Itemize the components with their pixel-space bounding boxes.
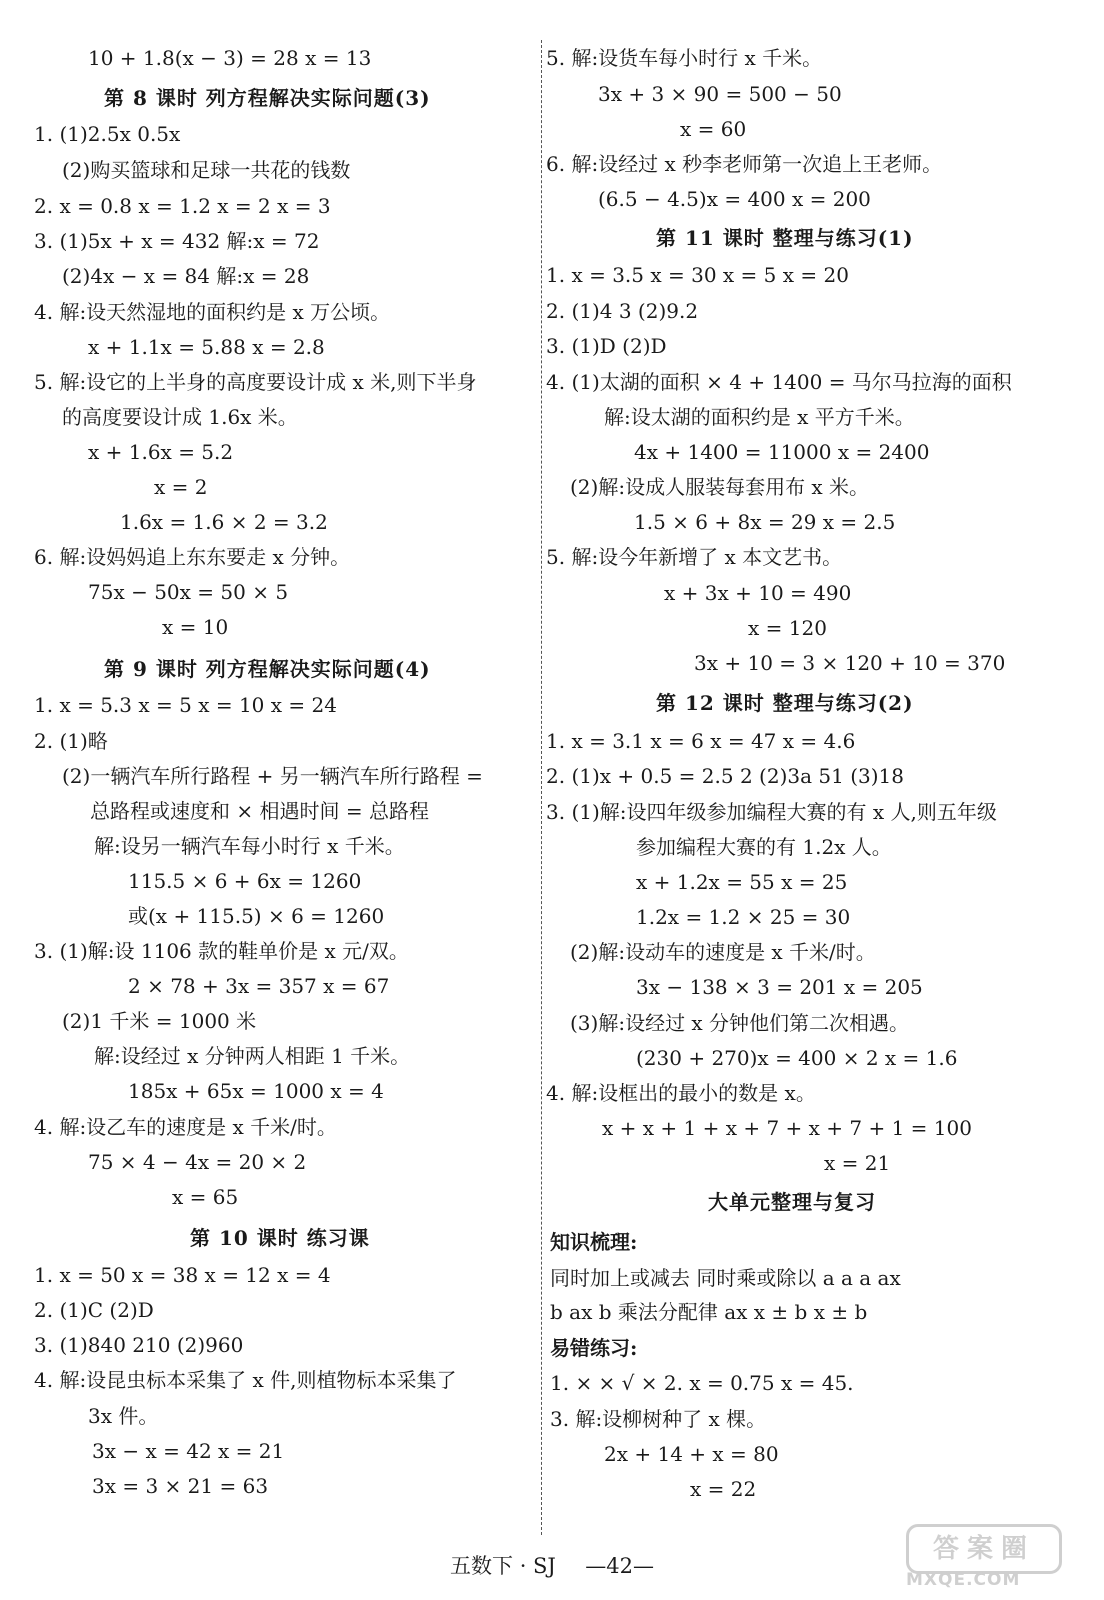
answer-line: 3. 解:设柳树种了 x 棵。 — [550, 1407, 767, 1431]
answer-line: x = 10 — [162, 615, 229, 639]
answer-line: 6. 解:设妈妈追上东东要走 x 分钟。 — [34, 545, 351, 569]
column-divider — [541, 40, 542, 1535]
answer-line: 2. (1)4 3 (2)9.2 — [546, 299, 699, 323]
answer-line: 1. x = 3.5 x = 30 x = 5 x = 20 — [546, 263, 849, 287]
answer-line: 总路程或速度和 × 相遇时间 = 总路程 — [90, 799, 429, 823]
answer-line: 3. (1)解:设四年级参加编程大赛的有 x 人,则五年级 — [546, 800, 997, 824]
answer-line: x = 21 — [824, 1151, 891, 1175]
answer-line: x = 22 — [690, 1477, 757, 1501]
answer-line: (2)一辆汽车所行路程 + 另一辆汽车所行路程 = — [62, 764, 483, 788]
answer-line: 2. (1)略 — [34, 729, 108, 753]
answer-line: 1. x = 5.3 x = 5 x = 10 x = 24 — [34, 693, 337, 717]
watermark-logo — [906, 1524, 1086, 1590]
answer-line: 或(x + 115.5) × 6 = 1260 — [128, 904, 385, 928]
answer-line: 4. 解:设昆虫标本采集了 x 件,则植物标本采集了 — [34, 1368, 457, 1392]
section-heading: 第 11 课时 整理与练习(1) — [656, 226, 914, 250]
section-heading: 第 9 课时 列方程解决实际问题(4) — [104, 657, 431, 681]
answer-line: 4. (1)太湖的面积 × 4 + 1400 = 马尔马拉海的面积 — [546, 370, 1012, 394]
answer-line: x + 1.1x = 5.88 x = 2.8 — [88, 335, 325, 359]
answer-line: 4. 解:设乙车的速度是 x 千米/时。 — [34, 1115, 337, 1139]
section-heading: 第 8 课时 列方程解决实际问题(3) — [104, 86, 431, 110]
answer-line: 解:设另一辆汽车每小时行 x 千米。 — [94, 834, 405, 858]
answer-line: 1.6x = 1.6 × 2 = 3.2 — [120, 510, 328, 534]
answer-line: 1.5 × 6 + 8x = 29 x = 2.5 — [634, 510, 896, 534]
answer-line: 5. 解:设今年新增了 x 本文艺书。 — [546, 545, 843, 569]
answer-line: x = 65 — [172, 1185, 239, 1209]
answer-line: x + 3x + 10 = 490 — [664, 581, 852, 605]
book-label: 五数下 · SJ — [450, 1554, 556, 1578]
answer-line: x + 1.2x = 55 x = 25 — [636, 870, 848, 894]
answer-line: 4. 解:设天然湿地的面积约是 x 万公顷。 — [34, 300, 391, 324]
answer-line: 6. 解:设经过 x 秒李老师第一次追上王老师。 — [546, 152, 943, 176]
answer-line: 2x + 14 + x = 80 — [604, 1442, 779, 1466]
answer-line: x + 1.6x = 5.2 — [88, 440, 234, 464]
answer-line: 参加编程大赛的有 1.2x 人。 — [636, 835, 892, 859]
answer-line: 解:设太湖的面积约是 x 平方千米。 — [604, 405, 915, 429]
answer-line: 4. 解:设框出的最小的数是 x。 — [546, 1081, 816, 1105]
answer-line: 3x = 3 × 21 = 63 — [92, 1474, 269, 1498]
answer-line: 5. 解:设货车每小时行 x 千米。 — [546, 46, 823, 70]
answer-line: x = 60 — [680, 117, 747, 141]
answer-line: (2)解:设成人服装每套用布 x 米。 — [570, 475, 870, 499]
answer-line: 3x + 3 × 90 = 500 − 50 — [598, 82, 842, 106]
answer-line: (3)解:设经过 x 分钟他们第二次相遇。 — [570, 1011, 910, 1035]
answer-line: 的高度要设计成 1.6x 米。 — [62, 405, 298, 429]
answer-line: 2 × 78 + 3x = 357 x = 67 — [128, 974, 390, 998]
answer-line: 2. (1)x + 0.5 = 2.5 2 (2)3a 51 (3)18 — [546, 764, 904, 788]
answer-line: 185x + 65x = 1000 x = 4 — [128, 1079, 384, 1103]
answer-line: 3. (1)D (2)D — [546, 334, 667, 358]
answer-line: 2. (1)C (2)D — [34, 1298, 154, 1322]
answer-line: 10 + 1.8(x − 3) = 28 x = 13 — [88, 46, 372, 70]
answer-line: (2)4x − x = 84 解:x = 28 — [62, 264, 310, 288]
answer-line: (2)购买篮球和足球一共花的钱数 — [62, 158, 351, 182]
section-heading: 第 10 课时 练习课 — [190, 1226, 370, 1250]
answer-line: 3x − 138 × 3 = 201 x = 205 — [636, 975, 923, 999]
watermark-url: MXQE.COM — [906, 1570, 1021, 1590]
page-number: —42— — [585, 1554, 654, 1578]
answer-line: 3x − x = 42 x = 21 — [92, 1439, 285, 1463]
answer-line: 115.5 × 6 + 6x = 1260 — [128, 869, 362, 893]
answer-line: (2)1 千米 = 1000 米 — [62, 1009, 257, 1033]
answer-line: 3. (1)5x + x = 432 解:x = 72 — [34, 229, 320, 253]
answer-line: 5. 解:设它的上半身的高度要设计成 x 米,则下半身 — [34, 370, 477, 394]
answer-line: 2. x = 0.8 x = 1.2 x = 2 x = 3 — [34, 194, 331, 218]
subsection-heading: 知识梳理: — [550, 1230, 638, 1254]
section-heading: 大单元整理与复习 — [708, 1190, 876, 1214]
answer-line: 1. x = 3.1 x = 6 x = 47 x = 4.6 — [546, 729, 856, 753]
answer-line: b ax b 乘法分配律 ax x ± b x ± b — [550, 1300, 868, 1324]
watermark-badge: 答案圈 — [906, 1524, 1062, 1574]
subsection-heading: 易错练习: — [550, 1336, 638, 1360]
answer-line: 4x + 1400 = 11000 x = 2400 — [634, 440, 930, 464]
answer-line: (2)解:设动车的速度是 x 千米/时。 — [570, 940, 876, 964]
answer-line: 解:设经过 x 分钟两人相距 1 千米。 — [94, 1044, 411, 1068]
answer-line: 1.2x = 1.2 × 25 = 30 — [636, 905, 851, 929]
answer-line: (230 + 270)x = 400 × 2 x = 1.6 — [636, 1046, 958, 1070]
section-heading: 第 12 课时 整理与练习(2) — [656, 691, 914, 715]
answer-line: x = 2 — [154, 475, 208, 499]
answer-line: 1. x = 50 x = 38 x = 12 x = 4 — [34, 1263, 331, 1287]
answer-line: 3. (1)解:设 1106 款的鞋单价是 x 元/双。 — [34, 939, 409, 963]
answer-line: 3x + 10 = 3 × 120 + 10 = 370 — [694, 651, 1006, 675]
answer-line: 同时加上或减去 同时乘或除以 a a a ax — [550, 1266, 901, 1290]
answer-line: (6.5 − 4.5)x = 400 x = 200 — [598, 187, 871, 211]
answer-line: 1. × × √ × 2. x = 0.75 x = 45. — [550, 1371, 854, 1395]
answer-line: 75x − 50x = 50 × 5 — [88, 580, 289, 604]
answer-line: 75 × 4 − 4x = 20 × 2 — [88, 1150, 307, 1174]
answer-line: 1. (1)2.5x 0.5x — [34, 122, 181, 146]
answer-line: 3x 件。 — [88, 1404, 159, 1428]
answer-line: 3. (1)840 210 (2)960 — [34, 1333, 244, 1357]
answer-line: x + x + 1 + x + 7 + x + 7 + 1 = 100 — [602, 1116, 972, 1140]
answer-line: x = 120 — [748, 616, 827, 640]
